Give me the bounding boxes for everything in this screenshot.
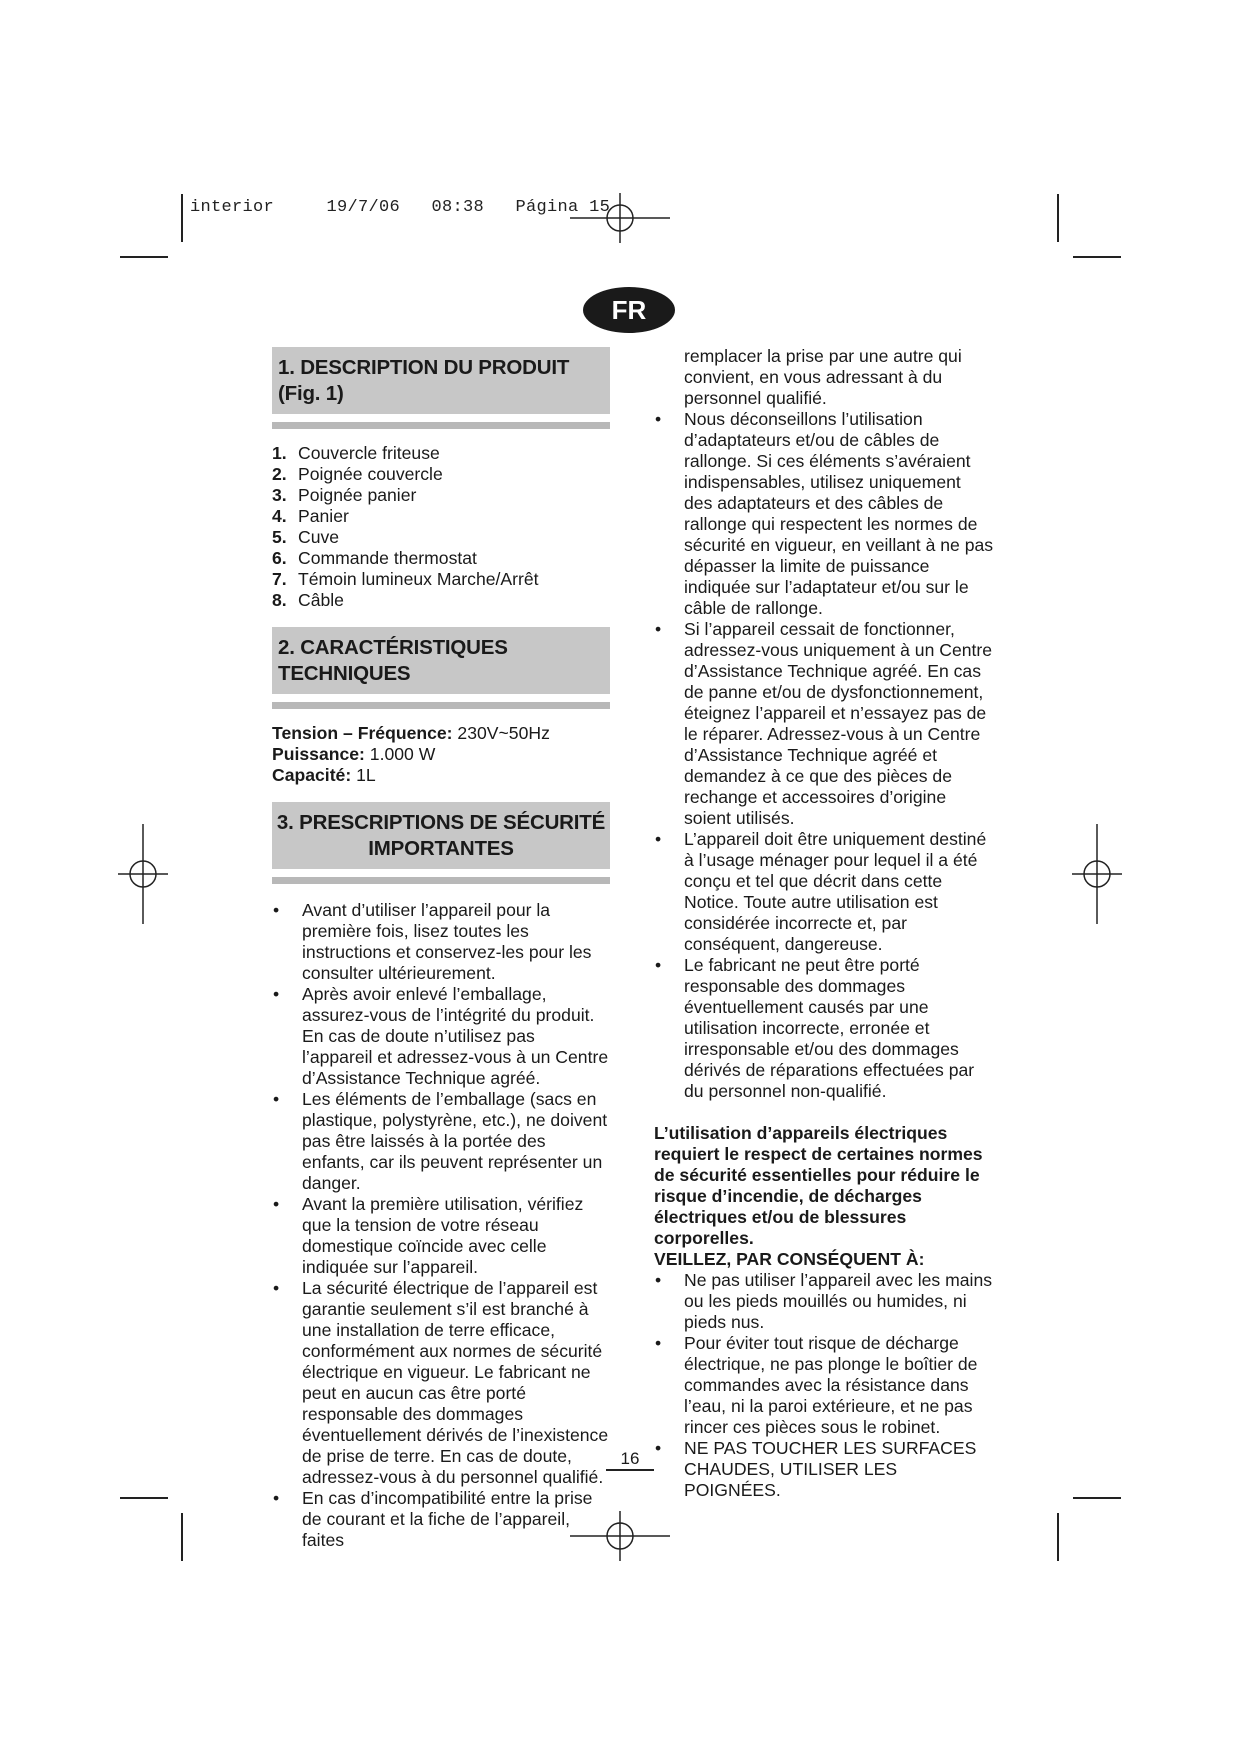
- section-rule: [272, 877, 610, 884]
- safety-list-right: [654, 409, 994, 1102]
- warning-heading: VEILLEZ, PAR CONSÉQUENT À:: [654, 1249, 925, 1269]
- crop-mark: [1073, 1497, 1121, 1499]
- bullet-icon: •: [273, 1194, 280, 1214]
- list-item: 2. Poignée couvercle: [272, 464, 443, 484]
- page-number: 16: [620, 1449, 640, 1468]
- list-item: 6. Commande thermostat: [272, 548, 477, 568]
- registration-mark-left: [93, 824, 193, 924]
- product-parts-list: [272, 443, 610, 611]
- page-number-rule: [606, 1469, 654, 1471]
- spec-capacity: Capacité: 1L: [272, 765, 376, 785]
- bullet-icon: •: [655, 619, 662, 639]
- bullet-continuation: remplacer la prise par une autre qui convient, en vous adressant à du personnel qualifié.: [684, 346, 962, 408]
- technical-specs: [272, 723, 610, 786]
- crop-mark: [181, 1513, 183, 1561]
- crop-mark: [120, 1497, 168, 1499]
- list-item: • Avant la première utilisation, vérifiez que la tension de votre réseau domestique coïncide avec celle indiquée sur l’appareil.: [273, 1194, 584, 1277]
- list-item: • Le fabricant ne peut être porté responsable des dommages éventuellement causés par une utilisation incorrecte, erronée et irresponsable et/ou des dommages dérivés de réparations effectuées par du personnel non-qualifié.: [655, 955, 975, 1101]
- bullet-icon: •: [273, 1488, 280, 1508]
- section-1-heading: 1. DESCRIPTION DU PRODUIT (Fig. 1): [272, 347, 610, 414]
- list-item: • NE PAS TOUCHER LES SURFACES CHAUDES, UTILISER LES POIGNÉES.: [655, 1438, 977, 1500]
- bullet-icon: •: [273, 984, 280, 1004]
- list-item: • Avant d’utiliser l’appareil pour la première fois, lisez toutes les instructions et conservez-les pour les consulter ultérieurement.: [273, 900, 592, 983]
- warning-paragraph: L’utilisation d’appareils électriques requiert le respect de certaines normes de sécurité essentielles pour réduire le risque d’incendie, de décharges électriques et/ou de blessures corporelles.: [654, 1123, 983, 1248]
- list-item: • Après avoir enlevé l’emballage, assurez-vous de l’intégrité du produit. En cas de doute n’utilisez pas l’appareil et adressez-vous à un Centre d’Assistance Technique agréé.: [273, 984, 609, 1088]
- list-item: 1. Couvercle friteuse: [272, 443, 440, 463]
- bullet-icon: •: [655, 1438, 662, 1458]
- crop-mark: [1073, 256, 1121, 258]
- safety-list-left: [272, 900, 610, 1551]
- spec-voltage: Tension – Fréquence: 230V~50Hz: [272, 723, 550, 743]
- crop-mark: [120, 256, 168, 258]
- section-rule: [272, 422, 610, 429]
- list-item: 4. Panier: [272, 506, 349, 526]
- bullet-icon: •: [273, 900, 280, 920]
- list-item: • Nous déconseillons l’utilisation d’adaptateurs et/ou de câbles de rallonge. Si ces éléments s’avéraient indispensables, utilisez uniquement des adaptateurs et des câbles de rallonge qui respectent les normes de sécurité en vigueur, en veillant à ne pas dépasser la limite de puissance indiquée sur l’adaptateur et/ou sur le câble de rallonge.: [655, 409, 994, 618]
- crop-mark: [181, 194, 183, 242]
- registration-mark-right: [1047, 824, 1147, 924]
- list-item: 3. Poignée panier: [272, 485, 417, 505]
- bullet-icon: •: [273, 1089, 280, 1109]
- list-item: • L’appareil doit être uniquement destiné à l’usage ménager pour lequel il a été conçu et tel que décrit dans cette Notice. Toute autre utilisation est considérée incorrecte et, par conséquent, dangereuse.: [655, 829, 987, 954]
- crop-mark: [1057, 194, 1059, 242]
- language-badge: FR: [583, 287, 675, 333]
- safety-list-final: [654, 1270, 994, 1501]
- list-item: • En cas d’incompatibilité entre la prise de courant et la fiche de l’appareil, faites: [273, 1488, 593, 1550]
- bullet-icon: •: [655, 409, 662, 429]
- bullet-icon: •: [655, 1333, 662, 1353]
- list-item: 8. Câble: [272, 590, 344, 610]
- list-item: 5. Cuve: [272, 527, 340, 547]
- list-item: 7. Témoin lumineux Marche/Arrêt: [272, 569, 539, 589]
- crop-mark: [1057, 1513, 1059, 1561]
- right-column: [654, 346, 994, 1501]
- bullet-icon: •: [655, 829, 662, 849]
- spec-power: Puissance: 1.000 W: [272, 744, 436, 764]
- section-3-heading: 3. PRESCRIPTIONS DE SÉCURITÉ IMPORTANTES: [272, 802, 610, 869]
- bullet-icon: •: [273, 1278, 280, 1298]
- list-item: • Pour éviter tout risque de décharge électrique, ne pas plonge le boîtier de commandes avec la résistance dans l’eau, ni la paroi extérieure, et ne pas rincer ces pièces sous le robinet.: [655, 1333, 978, 1437]
- bullet-icon: •: [655, 955, 662, 975]
- bullet-icon: •: [655, 1270, 662, 1290]
- left-column: [272, 347, 610, 1551]
- list-item: • Les éléments de l’emballage (sacs en plastique, polystyrène, etc.), ne doivent pas être laissés à la portée des enfants, car ils peuvent représenter un danger.: [273, 1089, 608, 1193]
- list-item: • Ne pas utiliser l’appareil avec les mains ou les pieds mouillés ou humides, ni pieds nus.: [655, 1270, 993, 1332]
- section-rule: [272, 702, 610, 709]
- list-item: • La sécurité électrique de l’appareil est garantie seulement s’il est branché à une installation de terre efficace, conformément aux normes de sécurité électrique en vigueur. Le fabricant ne peut en aucun cas être porté responsable des dommages éventuellement dérivés de l’inexistence de prise de terre. En cas de doute, adressez-vous à du personnel qualifié.: [273, 1278, 609, 1487]
- print-slug: interior 19/7/06 08:38 Página 15: [190, 198, 611, 217]
- section-2-heading: 2. CARACTÉRISTIQUES TECHNIQUES: [272, 627, 610, 694]
- registration-mark-top: [570, 168, 670, 268]
- list-item: • Si l’appareil cessait de fonctionner, adressez-vous uniquement à un Centre d’Assistance Technique agréé. En cas de panne et/ou de dysfonctionnement, éteignez l’appareil et n’essayez pas de le réparer. Adressez-vous à un Centre d’Assistance Technique agréé et demandez à ce que des pièces de rechange et accessoires d’origine soient utilisés.: [655, 619, 993, 828]
